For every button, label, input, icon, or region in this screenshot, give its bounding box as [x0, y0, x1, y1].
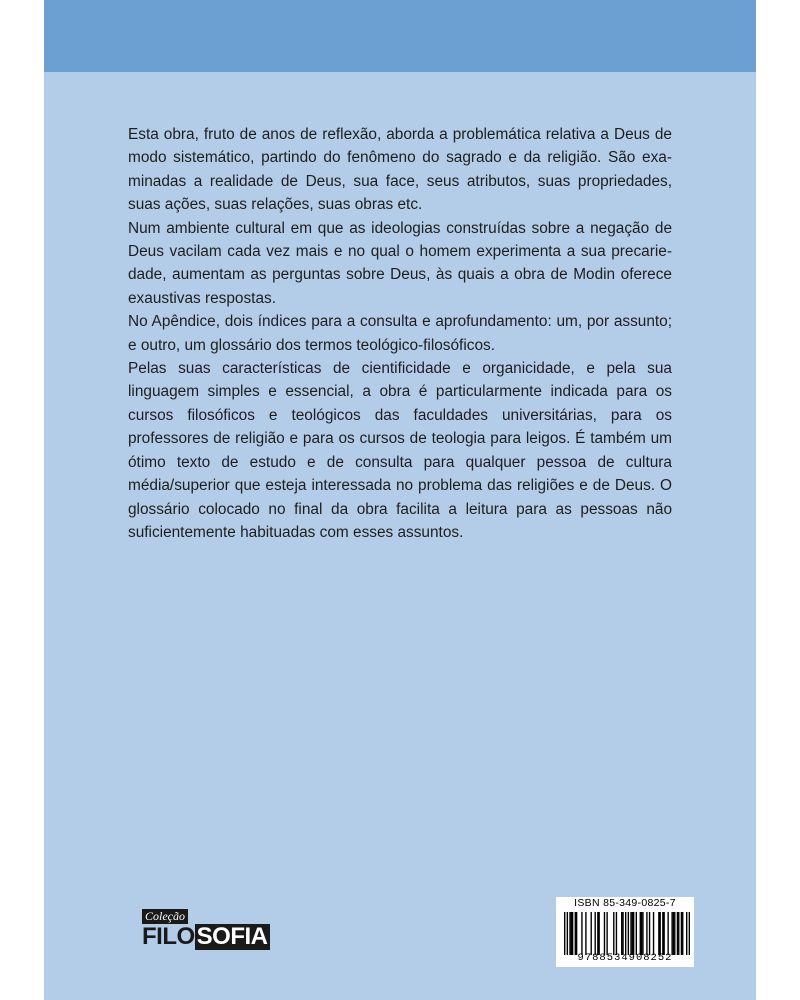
- barcode-bar: [575, 912, 576, 955]
- logo-filo: FILO: [142, 923, 195, 950]
- barcode-bar: [641, 912, 642, 955]
- barcode-bars: [564, 912, 690, 955]
- barcode-bar: [628, 912, 629, 955]
- barcode-bar: [595, 912, 596, 955]
- barcode-bar: [689, 912, 690, 955]
- barcode-bar: [567, 912, 568, 955]
- barcode-bar: [640, 912, 641, 955]
- barcode-bar: [625, 912, 626, 955]
- barcode-bar: [604, 912, 605, 955]
- barcode-bar: [622, 912, 623, 955]
- barcode-bar: [659, 912, 660, 955]
- barcode-bar: [591, 912, 592, 955]
- barcode-bar: [682, 912, 683, 955]
- barcode-bar: [653, 912, 654, 955]
- isbn-number: ISBN 85-349-0825-7: [574, 897, 676, 909]
- barcode-bar: [671, 912, 672, 955]
- barcode-bar: [597, 912, 598, 955]
- blurb-paragraph-3: No Apêndice, dois índices para a consulta e aprofundamento: um, por assunto; e outro, um glossário dos termos teológico-filosóficos.: [128, 313, 672, 354]
- barcode-bar: [569, 912, 570, 955]
- barcode-bar: [662, 912, 663, 955]
- blurb-paragraph-2: Num ambiente cultural em que as ideologias construídas sobre a negação de Deus vacilam cada vez mais e no qual o homem experimenta a sua precariedade, aumentam as perguntas sobre Deus, às quais a obra de Modin oferece exaustivas respostas.: [128, 219, 672, 307]
- barcode-bar: [649, 912, 650, 955]
- barcode-bar: [686, 912, 687, 955]
- barcode-bar: [564, 912, 565, 955]
- blurb-paragraph-1: Esta obra, fruto de anos de reflexão, aborda a problemática relativa a Deus de modo sistemático, partindo do fenômeno do sagrado e da religião. São examinadas a realidade de Deus, sua face, seus atributos, suas propriedades, suas ações, suas relações, suas obras etc.: [128, 126, 672, 214]
- barcode-bar: [646, 912, 647, 955]
- back-cover: [44, 0, 756, 1000]
- barcode-bar: [571, 912, 572, 955]
- barcode-bar: [658, 912, 659, 955]
- barcode-bar: [667, 912, 668, 955]
- barcode-bar: [632, 912, 633, 955]
- ean-digits: 9788534908252: [577, 952, 673, 964]
- barcode-bar: [581, 912, 582, 955]
- barcode: [556, 897, 694, 967]
- colecao-filosofia-logo: [142, 909, 268, 949]
- barcode-bar: [677, 912, 678, 955]
- barcode-bar: [681, 912, 682, 955]
- logo-colecao-label: Coleção: [142, 909, 188, 924]
- barcode-bar: [642, 912, 643, 955]
- barcode-bar: [606, 912, 607, 955]
- barcode-bar: [616, 912, 617, 955]
- barcode-bar: [636, 912, 637, 955]
- barcode-bar: [673, 912, 674, 955]
- barcode-bar: [613, 912, 614, 955]
- logo-wordmark: [142, 924, 270, 950]
- barcode-bar: [621, 912, 622, 955]
- barcode-bar: [585, 912, 586, 955]
- barcode-bar: [678, 912, 679, 955]
- blurb-text: [128, 123, 672, 544]
- top-color-band: [44, 0, 756, 72]
- barcode-bar: [633, 912, 634, 955]
- barcode-bar: [598, 912, 599, 955]
- barcode-bar: [674, 912, 675, 955]
- logo-sofia: SOFIA: [196, 923, 268, 950]
- blurb-paragraph-4: Pelas suas características de cientificidade e organicidade, e pela sua linguagem simples e essencial, a obra é particularmente indicada para os cursos filosóficos e teológicos das faculdades universitárias, para os professores de religião e para os cursos de teologia para leigos. É também um ótimo texto de estudo e de consulta para qualquer pessoa de cultura média/superior que esteja interessada no problema das religiões e de Deus. O glossário colocado no final da obra facilita a leitura para as pessoas não suficientemente habituadas com esses assuntos.: [128, 360, 672, 541]
- barcode-bar: [630, 912, 631, 955]
- barcode-bar: [576, 912, 577, 955]
- barcode-bar: [572, 912, 573, 955]
- barcode-bar: [663, 912, 664, 955]
